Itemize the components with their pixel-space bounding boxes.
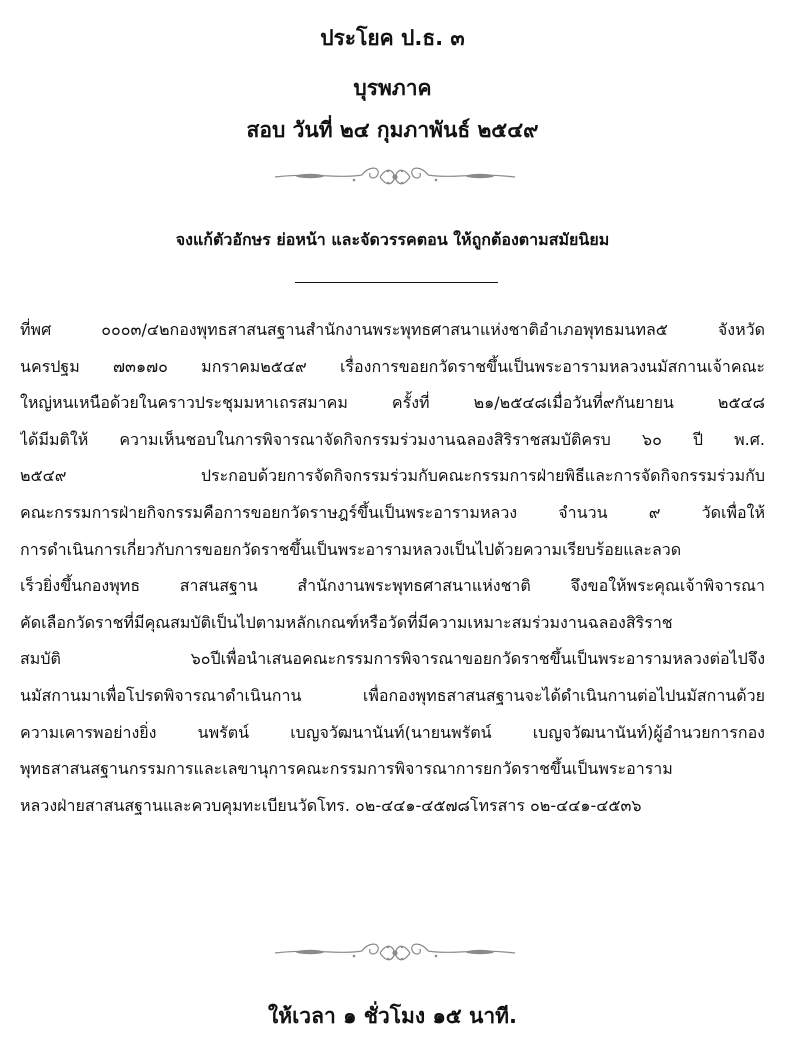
instruction-heading: จงแก้ตัวอักษร ย่อหน้า และจัดวรรคตอน ให้ถูกต้องตามสมัยนิยม [175, 230, 610, 249]
passage-body [20, 312, 765, 824]
ornament-divider-icon [270, 938, 520, 968]
passage-line: คณะกรรมการฝ่ายกิจกรรมคือการขอยกวัดราษฎร์ขึ้นเป็นพระอารามหลวง จำนวน ๙ วัดเพื่อให้ [20, 502, 765, 522]
passage-line: เร็วยิ่งขึ้นกองพุทธ สาสนสฐาน สำนักงานพระพุทธศาสนาแห่งชาติ จึงขอให้พระคุณเจ้าพิจารณา [20, 576, 765, 596]
time-limit: ให้เวลา ๑ ชั่วโมง ๑๕ นาที. [268, 1004, 517, 1028]
exam-title: ประโยค ป.ธ. ๓ [320, 26, 465, 50]
passage-line: ความเคารพอย่างยิ่ง นพรัตน์ เบญจวัฒนานันท์(นายนพรัตน์ เบญจวัฒนานันท์)ผู้อำนวยการกอง [20, 722, 765, 742]
passage-line: พุทธสาสนสฐานกรรมการและเลขานุการคณะกรรมการพิจารณาการยกวัดราชขึ้นเป็นพระอาราม [20, 759, 673, 779]
passage-line: ที่พศ ๐๐๐๓/๔๒กองพุทธสาสนสฐานสำนักงานพระพุทธศาสนาแห่งชาติอำเภอพุทธมนทล๕ จังหวัด [20, 320, 765, 339]
ornament-divider-icon [270, 162, 520, 192]
passage-line: การดำเนินการเกี่ยวกับการขอยกวัดราชขึ้นเป็นพระอารามหลวงเป็นไปด้วยความเรียบร้อยและลวด [20, 539, 682, 559]
exam-date: สอบ วันที่ ๒๔ กุมภาพันธ์ ๒๕๔๙ [246, 118, 539, 142]
passage-line: ๒๕๔๙ ประกอบด้วยการจัดกิจกรรมร่วมกับคณะกรรมการฝ่ายพิธีและการจัดกิจกรรมร่วมกับ [20, 466, 765, 486]
passage-line: สมบัติ ๖๐ปีเพื่อนำเสนอคณะกรรมการพิจารณาขอยกวัดราชขึ้นเป็นพระอารามหลวงต่อไปจึง [20, 649, 765, 669]
passage-line: ได้มีมติให้ ความเห็นชอบในการพิจารณาจัดกิจกรรมร่วมงานฉลองสิริราชสมบัติครบ ๖๐ ปี พ.ศ. [20, 429, 765, 449]
passage-line: คัดเลือกวัดราชที่มีคุณสมบัติเป็นไปตามหลักเกณฑ์หรือวัดที่มีความเหมาะสมร่วมงานฉลองสิริราช [20, 612, 673, 632]
underline-divider [295, 282, 498, 283]
passage-line: ใหญ่หนเหนือด้วยในคราวประชุมมหาเถรสมาคม ครั้งที่ ๒๑/๒๕๔๘เมื่อวันที่๙กันยายน ๒๕๔๘ [20, 393, 765, 413]
exam-subtitle: บุรพภาค [353, 76, 432, 100]
passage-line: นมัสกานมาเพื่อโปรดพิจารณาดำเนินกาน เพื่อกองพุทธสาสนสฐานจะได้ดำเนินกานต่อไปนมัสกานด้วย [20, 685, 765, 705]
passage-line: หลวงฝ่ายสาสนสฐานและควบคุมทะเบียนวัดโทร. ๐๒-๔๔๑-๔๕๗๘โทรสาร ๐๒-๔๔๑-๔๕๓๖ [20, 795, 642, 815]
passage-line: นครปฐม ๗๓๑๗๐ มกราคม๒๕๔๙ เรื่องการขอยกวัดราชขึ้นเป็นพระอารามหลวงนมัสกานเจ้าคณะ [20, 356, 765, 376]
